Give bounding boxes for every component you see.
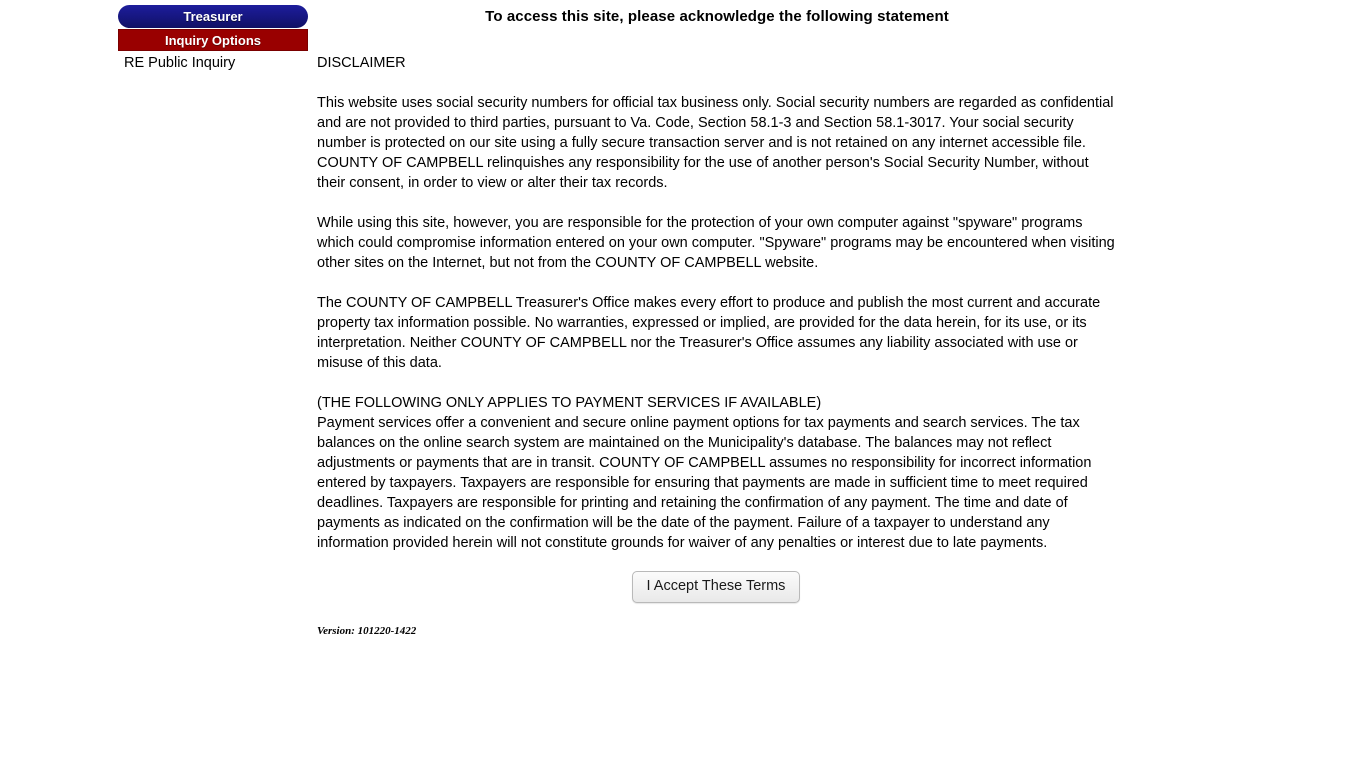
- sidebar-item-treasurer[interactable]: Treasurer: [118, 5, 308, 28]
- disclaimer-paragraph-2: While using this site, however, you are responsible for the protection of your own computer against "spyware" programs which could compromise information entered on your own computer. "Spyware" programs may be encountered when visiting other sites on the Internet, but not from the COUNTY OF CAMPBELL website.: [317, 215, 1115, 271]
- payment-services-paragraph: Payment services offer a convenient and secure online payment options for tax payments and search services. The tax balances on the online search system are maintained on the Municipality's database. The balances may not reflect adjustments or payments that are in transit. COUNTY OF CAMPBELL assumes no responsibility for incorrect information entered by taxpayers. Taxpayers are responsible for ensuring that payments are made in sufficient time to meet required deadlines. Taxpayers are responsible for printing and retaining the confirmation of any payment. The time and date of payments as indicated on the confirmation will be the date of the payment. Failure of a taxpayer to understand any information provided herein will not constitute grounds for waiver of any penalties or interest due to late payments.: [317, 415, 1092, 551]
- sidebar-item-inquiry-options[interactable]: Inquiry Options: [118, 29, 308, 51]
- sidebar-item-re-public-inquiry[interactable]: RE Public Inquiry: [124, 55, 236, 71]
- page-title: To access this site, please acknowledge the following statement: [485, 8, 949, 25]
- disclaimer-paragraph-3: The COUNTY OF CAMPBELL Treasurer's Office makes every effort to produce and publish the most current and accurate property tax information possible. No warranties, expressed or implied, are provided for the data herein, for its use, or its interpretation. Neither COUNTY OF CAMPBELL nor the Treasurer's Office assumes any liability associated with use or misuse of this data.: [317, 295, 1101, 371]
- main-content: [317, 0, 1117, 637]
- version-label: Version: 101220-1422: [317, 625, 417, 637]
- disclaimer-paragraph-1: This website uses social security numbers for official tax business only. Social security numbers are regarded as confidential and are not provided to third parties, pursuant to Va. Code, Section 58.1-3 and Section 58.1-3017. Your social security number is protected on our site using a fully secure transaction server and is not retained on any internet accessible file. COUNTY OF CAMPBELL relinquishes any responsibility for the use of another person's Social Security Number, without their consent, in order to view or alter their tax records.: [317, 95, 1114, 191]
- accept-button-container: [317, 553, 1115, 603]
- sidebar: [118, 5, 308, 71]
- accept-terms-button[interactable]: I Accept These Terms: [632, 571, 801, 603]
- payment-services-heading: (THE FOLLOWING ONLY APPLIES TO PAYMENT SERVICES IF AVAILABLE): [317, 395, 822, 411]
- disclaimer-label: DISCLAIMER: [317, 55, 406, 71]
